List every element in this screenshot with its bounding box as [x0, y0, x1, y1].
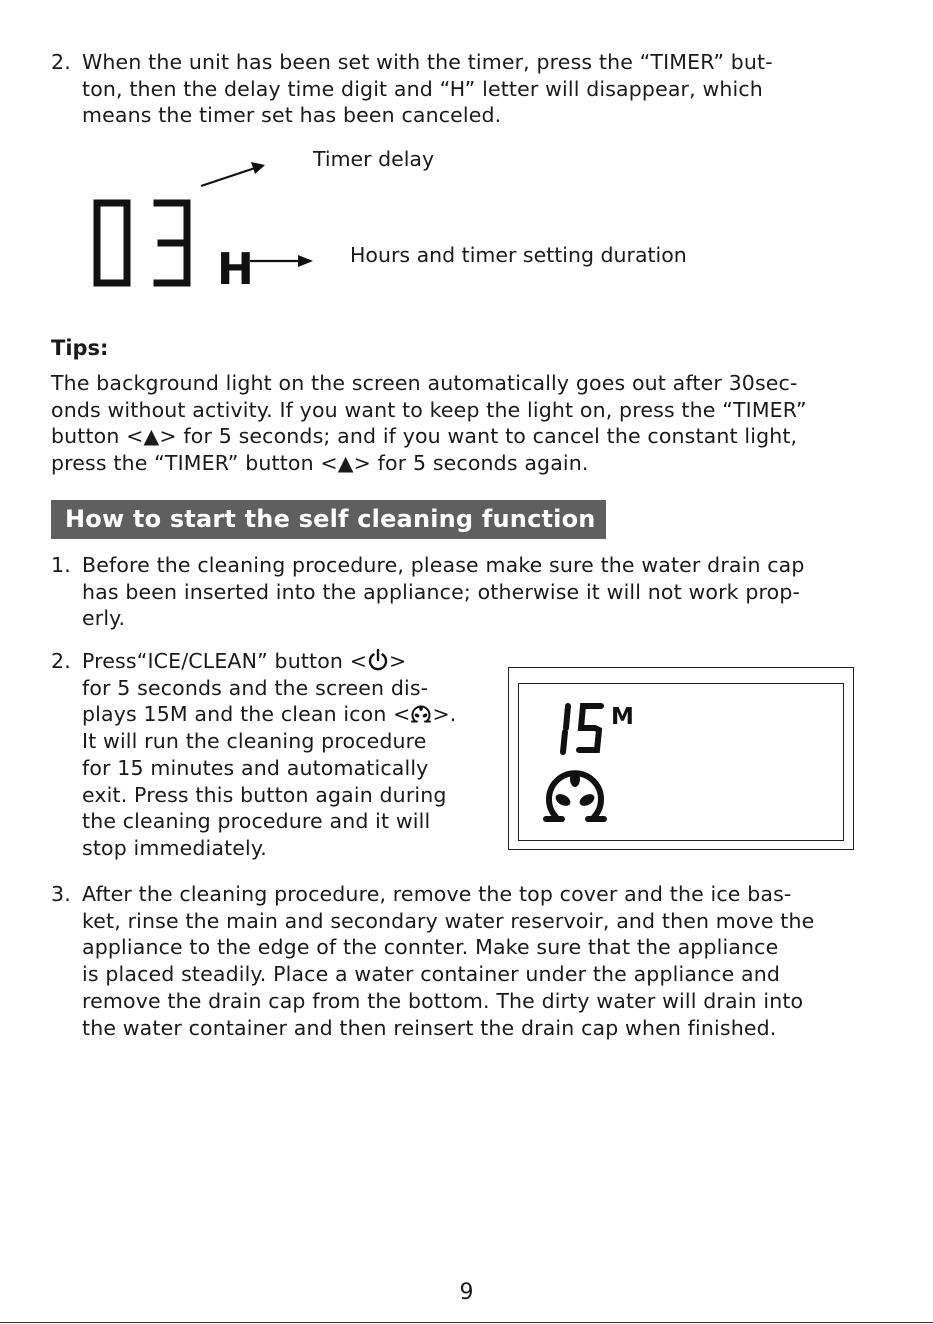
paragraph-line: has been inserted into the appliance; otherwise it will not work prop-	[82, 579, 801, 604]
paragraph-line: is placed steadily. Place a water container under the appliance and	[82, 962, 781, 987]
section-heading: How to start the self cleaning function	[51, 500, 606, 539]
clean-step-1-paragraph	[51, 552, 805, 632]
paragraph-line: ton, then the delay time digit and “H” letter will disappear, which	[82, 76, 763, 101]
lcd-display-screen	[518, 683, 844, 841]
fan-clean-icon	[546, 771, 604, 819]
paragraph-line: for 5 seconds and the screen dis-	[82, 675, 429, 700]
lcd-content	[519, 684, 839, 836]
clean-step-2-paragraph	[51, 648, 456, 862]
timer-delay-arrow	[201, 162, 265, 186]
step-2-timer-paragraph	[51, 49, 773, 129]
text-fragment: Press“ICE/CLEAN” button <	[82, 649, 368, 673]
paragraph-line: press the “TIMER” button <▲> for 5 seconds again.	[51, 451, 589, 476]
paragraph-line: exit. Press this button again during	[82, 782, 447, 807]
paragraph-line: erly.	[82, 606, 126, 631]
tips-paragraph	[51, 370, 807, 477]
power-icon	[367, 648, 389, 672]
text-fragment: >	[389, 649, 407, 673]
paragraph-line: the water container and then reinsert the drain cap when finished.	[82, 1015, 777, 1040]
step-number: 2.	[51, 649, 71, 673]
hours-duration-label: Hours and timer setting duration	[350, 243, 687, 267]
paragraph-line: stop immediately.	[82, 835, 267, 860]
timer-delay-label: Timer delay	[313, 147, 435, 171]
step-number: 2.	[51, 50, 71, 74]
paragraph-line: When the unit has been set with the timer, press the “TIMER” but-	[82, 50, 773, 74]
timer-digits-03	[97, 203, 187, 283]
paragraph-line: the cleaning procedure and it will	[82, 809, 431, 834]
text-fragment: >.	[432, 702, 457, 727]
paragraph-line	[51, 701, 456, 728]
clean-step-3-paragraph	[51, 881, 814, 1041]
paragraph-line	[51, 648, 456, 675]
lcd-display-frame	[508, 667, 854, 850]
bottom-rule	[0, 1322, 933, 1323]
fan-clean-icon	[410, 701, 432, 725]
paragraph-line: appliance to the edge of the connter. Make sure that the appliance	[82, 935, 779, 960]
step-number: 3.	[51, 882, 71, 906]
lcd-unit-letter: M	[611, 704, 634, 730]
paragraph-line: onds without activity. If you want to keep the light on, press the “TIMER”	[51, 397, 807, 422]
step-number: 1.	[51, 553, 71, 577]
paragraph-line: remove the drain cap from the bottom. The dirty water will drain into	[82, 988, 804, 1013]
paragraph-line: It will run the cleaning procedure	[82, 729, 427, 754]
hours-arrow	[250, 255, 313, 267]
timer-display-figure	[85, 160, 325, 290]
timer-unit-letter: H	[217, 244, 254, 290]
page-number: 9	[459, 1280, 474, 1305]
paragraph-line: for 15 minutes and automatically	[82, 755, 429, 780]
lcd-digits-15	[563, 706, 601, 752]
paragraph-line: After the cleaning procedure, remove the top cover and the ice bas-	[82, 882, 792, 906]
tips-heading: Tips:	[51, 336, 109, 360]
paragraph-line: Before the cleaning procedure, please make sure the water drain cap	[82, 553, 805, 577]
paragraph-line: means the timer set has been canceled.	[82, 103, 502, 128]
paragraph-line: The background light on the screen automatically goes out after 30sec-	[51, 371, 798, 395]
paragraph-line: ket, rinse the main and secondary water reservoir, and then move the	[82, 908, 815, 933]
paragraph-line: button <▲> for 5 seconds; and if you want to cancel the constant light,	[51, 424, 798, 449]
text-fragment: plays 15M and the clean icon <	[82, 702, 411, 727]
